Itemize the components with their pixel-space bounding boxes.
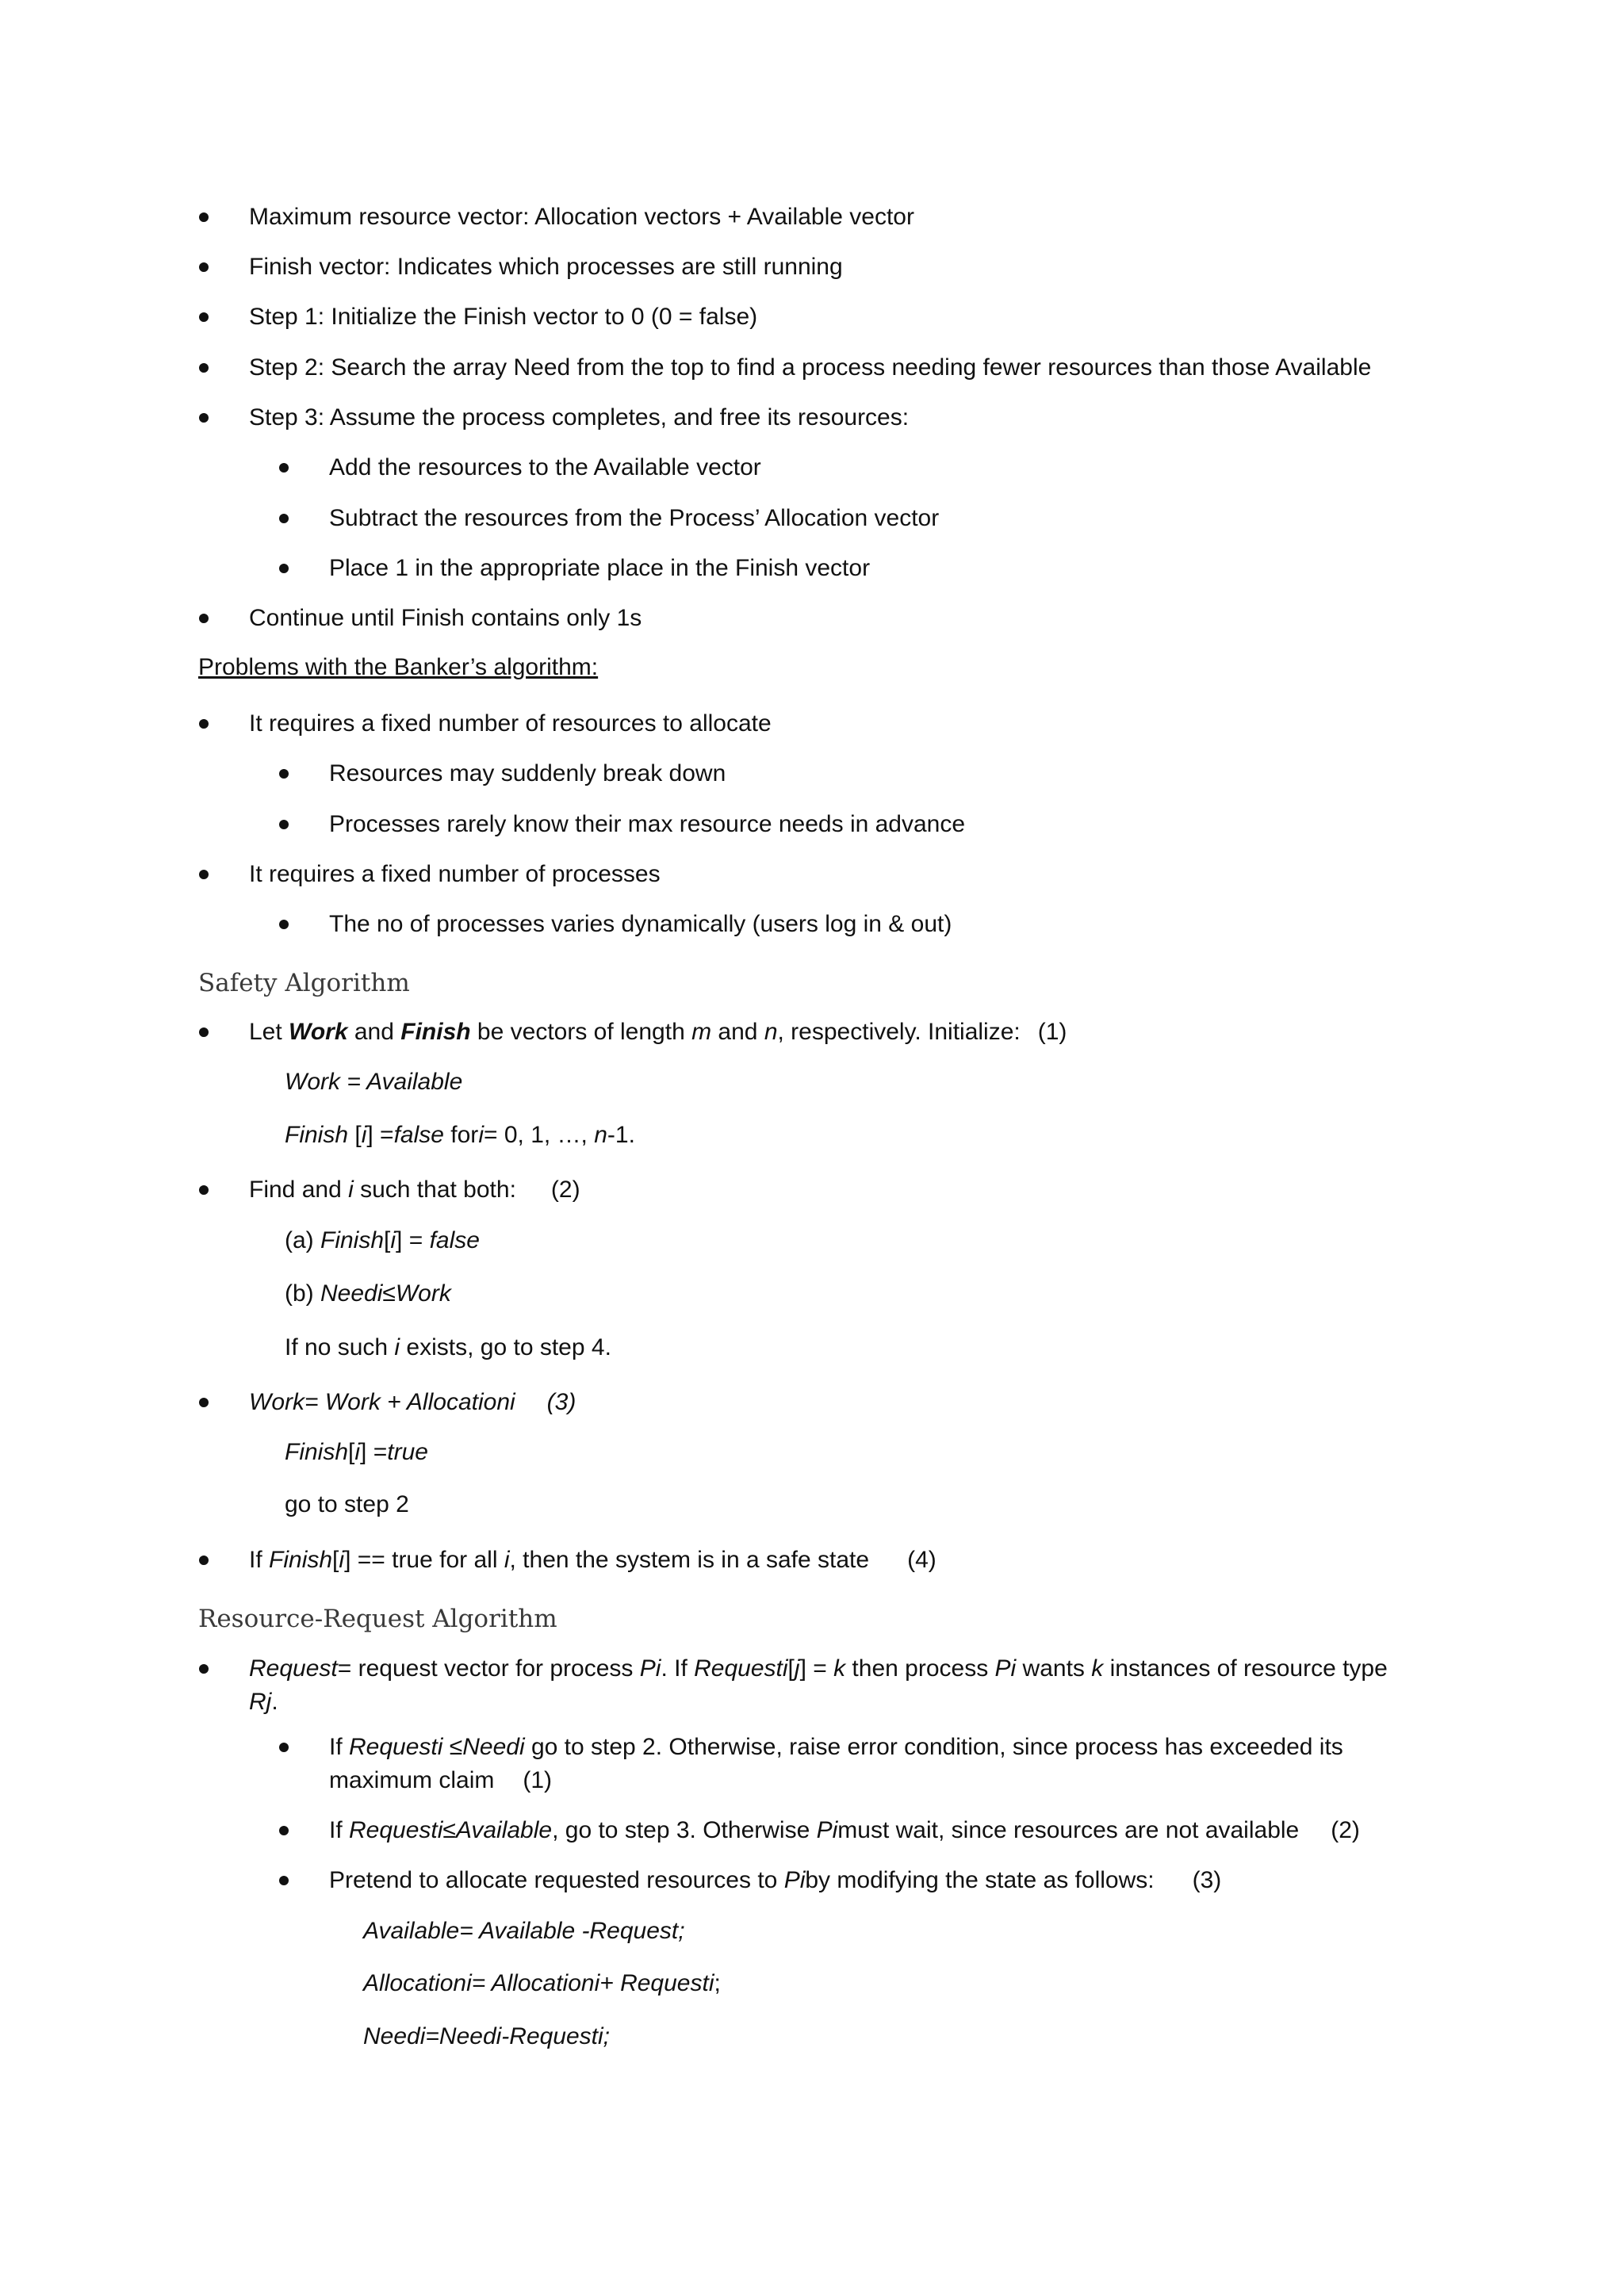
bullet (199, 262, 209, 272)
finish-init-line: Finish [i] =false fori= 0, 1, …, n-1. (285, 1122, 635, 1148)
bullet (279, 1876, 289, 1885)
bullet (199, 1185, 209, 1195)
request-definition-line-2: Rj. (249, 1689, 278, 1715)
bullet (199, 1664, 209, 1674)
text-line: The no of processes varies dynamically (users log in & out) (329, 911, 952, 937)
problems-heading: Problems with the Banker’s algorithm: (198, 654, 599, 680)
bullet (199, 719, 209, 729)
bullet (199, 1027, 209, 1037)
bullet (199, 312, 209, 322)
text-line: Place 1 in the appropriate place in the Finish vector (329, 555, 871, 581)
bullet (279, 920, 289, 929)
text-line: It requires a fixed number of resources to allocate (249, 710, 772, 737)
safety-algorithm-heading: Safety Algorithm (198, 969, 410, 997)
bullet (199, 614, 209, 623)
request-definition-line: Request= request vector for process Pi. If Requesti[j] = k then process Pi wants k instances of resource type (249, 1655, 1388, 1682)
work-init-line: Work = Available (285, 1069, 463, 1095)
bullet (279, 463, 289, 473)
bullet (279, 564, 289, 573)
bullet (199, 1398, 209, 1407)
text-line: Finish vector: Indicates which processes are still running (249, 254, 843, 280)
bullet (199, 1556, 209, 1565)
request-step-3: Pretend to allocate requested resources to Piby modifying the state as follows: (3) (329, 1867, 1222, 1893)
safety-step-4: If Finish[i] == true for all i, then the system is in a safe state (4) (249, 1547, 936, 1573)
text-line: Subtract the resources from the Process’ Allocation vector (329, 505, 940, 531)
safety-step-2: Find and i such that both: (2) (249, 1177, 580, 1203)
text-line: Processes rarely know their max resource needs in advance (329, 811, 966, 837)
safety-step-3: Work= Work + Allocationi (3) (249, 1389, 576, 1415)
request-step-1-cont: maximum claim (1) (329, 1767, 553, 1793)
need-update-line: Needi=Needi-Requesti; (363, 2023, 611, 2049)
text-line: It requires a fixed number of processes (249, 861, 661, 887)
bullet (279, 1826, 289, 1835)
request-step-2: If Requesti≤Available, go to step 3. Otherwise Pimust wait, since resources are not available (2) (329, 1817, 1360, 1843)
text-line: Maximum resource vector: Allocation vectors + Available vector (249, 204, 914, 230)
request-step-1: If Requesti ≤Needi go to step 2. Otherwise, raise error condition, since process has exceeded its (329, 1734, 1343, 1760)
text-line: Step 2: Search the array Need from the top to find a process needing fewer resources than those Available (249, 354, 1372, 381)
go-to-step-2-line: go to step 2 (285, 1491, 409, 1517)
finish-true-line: Finish[i] =true (285, 1439, 428, 1465)
text-line: Add the resources to the Available vector (329, 454, 761, 480)
bullet (279, 769, 289, 779)
text-line: Step 3: Assume the process completes, and free its resources: (249, 404, 910, 430)
text-line: Step 1: Initialize the Finish vector to 0 (0 = false) (249, 304, 758, 330)
resource-request-heading: Resource-Request Algorithm (198, 1605, 557, 1633)
safety-step-1: Let Work and Finish be vectors of length m and n, respectively. Initialize: (1) (249, 1019, 1067, 1045)
text-line: Continue until Finish contains only 1s (249, 605, 642, 631)
available-update-line: Available= Available -Request; (363, 1918, 685, 1944)
bullet (199, 363, 209, 373)
bullet (279, 1743, 289, 1752)
condition-a-line: (a) Finish[i] = false (285, 1227, 480, 1253)
bullet (199, 870, 209, 879)
bullet (279, 820, 289, 829)
bullet (199, 413, 209, 423)
bullet (279, 514, 289, 523)
condition-b-line: (b) Needi≤Work (285, 1280, 451, 1307)
allocation-update-line: Allocationi= Allocationi+ Requesti; (363, 1970, 721, 1996)
no-such-i-line: If no such i exists, go to step 4. (285, 1334, 611, 1360)
text-line: Resources may suddenly break down (329, 760, 726, 786)
bullet (199, 212, 209, 222)
